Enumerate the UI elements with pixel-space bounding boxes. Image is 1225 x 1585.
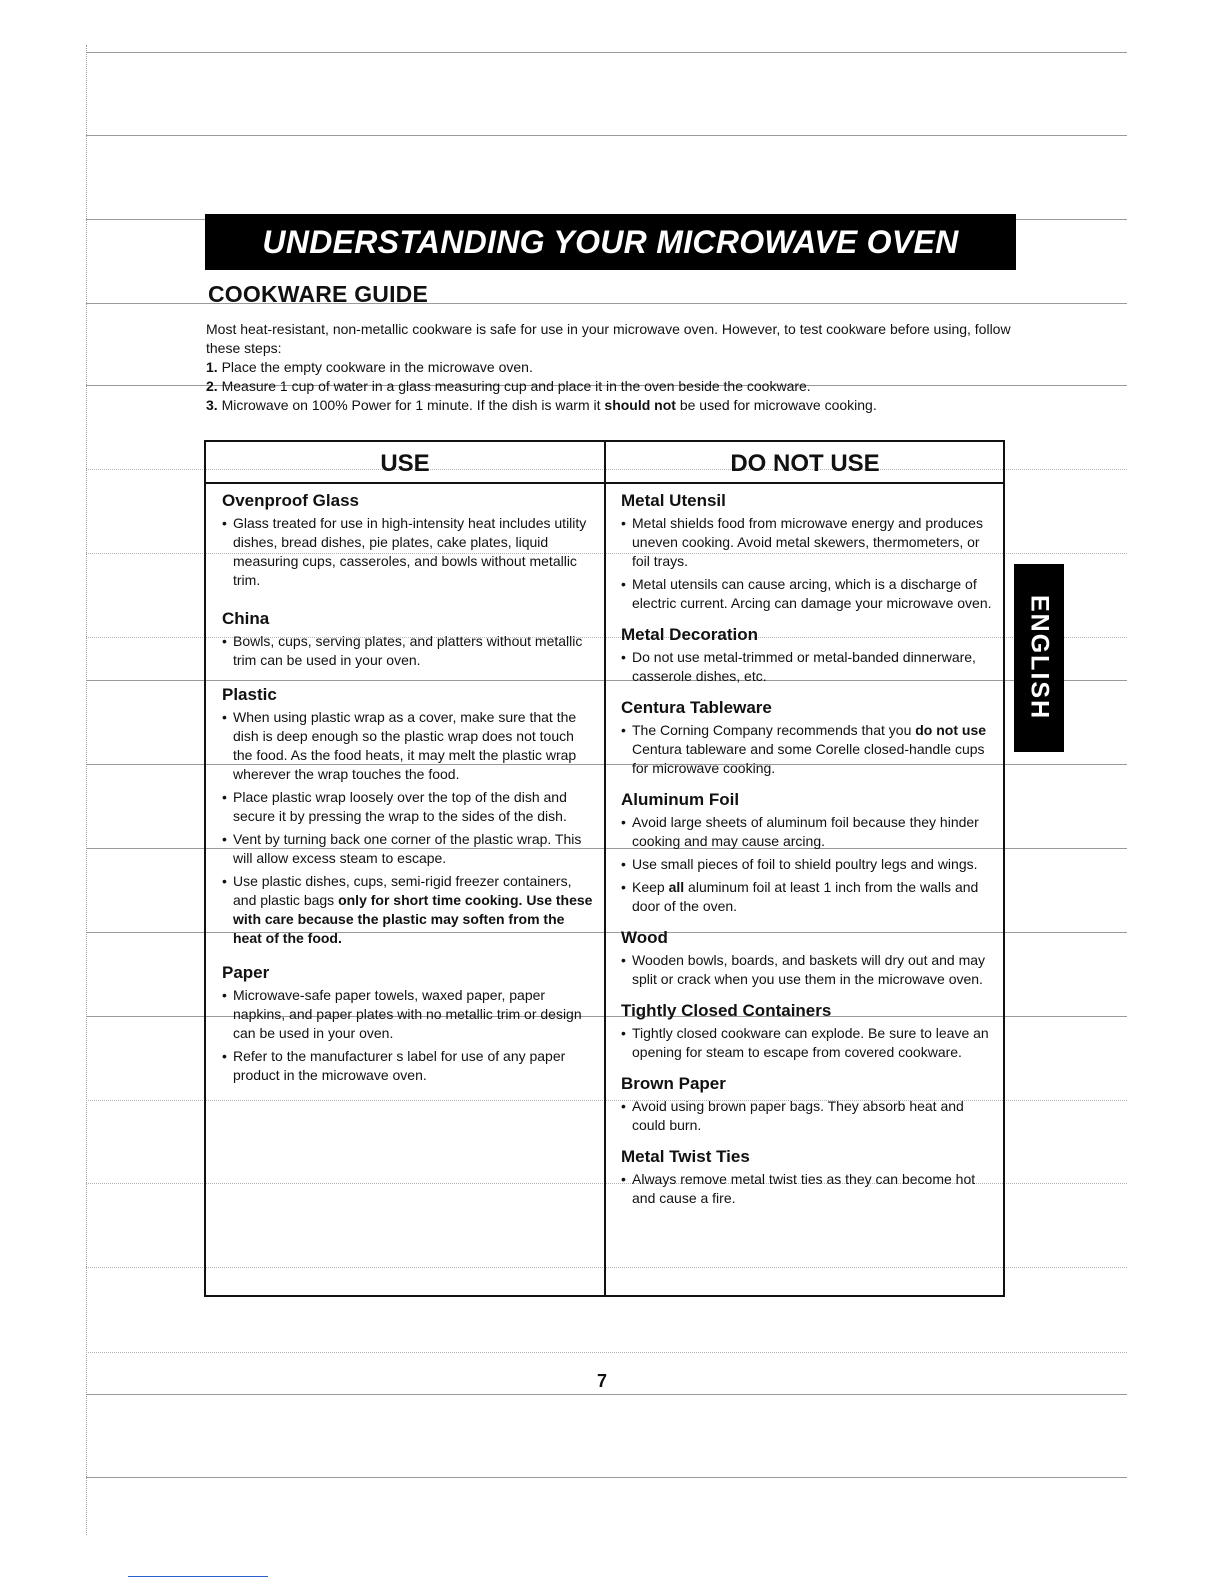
guide-item: [222, 608, 594, 670]
guide-item-title: Metal Decoration: [621, 625, 758, 644]
guide-item-title: Ovenproof Glass: [222, 491, 359, 510]
guide-item: [621, 1000, 993, 1062]
guide-bullet: • Avoid using brown paper bags. They absorb heat and could burn.: [621, 1097, 993, 1135]
guide-bullet: • When using plastic wrap as a cover, make sure that the dish is deep enough so the plastic wrap does not touch the food. As the food heats, it may melt the plastic wrap wherever the wrap touches the food.: [222, 708, 594, 784]
guide-item: [222, 490, 594, 590]
guide-item-title: Wood: [621, 928, 668, 947]
guide-item-title: Metal Twist Ties: [621, 1147, 750, 1166]
guide-item: [621, 1073, 993, 1135]
scan-rule: [86, 1477, 1127, 1478]
page-number: 7: [597, 1371, 608, 1391]
intro-step: 3. Microwave on 100% Power for 1 minute. If the dish is warm it should not be used for microwave cooking.: [206, 397, 877, 413]
guide-bullet: • Do not use metal-trimmed or metal-banded dinnerware, casserole dishes, etc.: [621, 648, 993, 686]
header-rule: [206, 482, 1003, 484]
guide-bullet: • Use small pieces of foil to shield poultry legs and wings.: [621, 855, 993, 874]
guide-bullet: • Always remove metal twist ties as they can become hot and cause a fire.: [621, 1170, 993, 1208]
guide-item-title: Brown Paper: [621, 1074, 726, 1093]
language-tab: [1014, 564, 1064, 752]
guide-item: [621, 927, 993, 989]
guide-bullet: • Avoid large sheets of aluminum foil because they hinder cooking and may cause arcing.: [621, 813, 993, 851]
guide-item-title: Tightly Closed Containers: [621, 1001, 832, 1020]
guide-bullet: • Refer to the manufacturer s label for use of any paper product in the microwave oven.: [222, 1047, 594, 1085]
guide-item: [222, 962, 594, 1085]
guide-item: [621, 697, 993, 778]
intro-step: 1. Place the empty cookware in the microwave oven.: [206, 359, 533, 375]
guide-bullet: • Wooden bowls, boards, and baskets will dry out and may split or crack when you use them in the microwave oven.: [621, 951, 993, 989]
guide-item: [621, 624, 993, 686]
guide-bullet: • The Corning Company recommends that you do not use Centura tableware and some Corelle closed-handle cups for microwave cooking.: [621, 721, 993, 778]
guide-bullet: • Use plastic dishes, cups, semi-rigid freezer containers, and plastic bags only for short time cooking. Use these with care because the plastic may soften from the heat of the food.: [222, 872, 594, 948]
intro-block: [206, 320, 1026, 415]
guide-bullet: • Glass treated for use in high-intensity heat includes utility dishes, bread dishes, pie plates, cake plates, liquid measuring cups, casseroles, and bowls without metallic trim.: [222, 514, 594, 590]
column-divider: [604, 442, 606, 1295]
intro-paragraph: Most heat-resistant, non-metallic cookware is safe for use in your microwave oven. However, to test cookware before using, follow these steps:: [206, 321, 1011, 356]
intro-step: 2. Measure 1 cup of water in a glass measuring cup and place it in the oven beside the cookware.: [206, 378, 811, 394]
guide-bullet: • Metal utensils can cause arcing, which is a discharge of electric current. Arcing can damage your microwave oven.: [621, 575, 993, 613]
scan-edge-line: [128, 1576, 268, 1577]
use-column: [222, 490, 594, 1096]
section-title: COOKWARE GUIDE: [208, 281, 429, 307]
guide-bullet: • Bowls, cups, serving plates, and platters without metallic trim can be used in your oven.: [222, 632, 594, 670]
guide-item: [621, 490, 993, 613]
scan-rule: [86, 52, 1127, 53]
scan-rule: [86, 1352, 1127, 1353]
guide-item-title: Paper: [222, 963, 270, 982]
guide-item-title: Aluminum Foil: [621, 790, 740, 809]
guide-bullet: • Keep all aluminum foil at least 1 inch from the walls and door of the oven.: [621, 878, 993, 916]
guide-bullet: • Place plastic wrap loosely over the top of the dish and secure it by pressing the wrap to the sides of the dish.: [222, 788, 594, 826]
language-tab-label: ENGLISH: [1025, 595, 1054, 721]
guide-bullet: • Metal shields food from microwave energy and produces uneven cooking. Avoid metal skewers, thermometers, or foil trays.: [621, 514, 993, 571]
guide-item-title: Metal Utensil: [621, 491, 726, 510]
use-column-header: USE: [380, 450, 430, 477]
guide-item: [621, 1146, 993, 1208]
scan-rule: [86, 135, 1127, 136]
do-not-use-column-header: DO NOT USE: [730, 450, 880, 477]
scan-margin-line: [86, 45, 87, 1535]
guide-item-title: China: [222, 609, 270, 628]
guide-bullet: • Vent by turning back one corner of the plastic wrap. This will allow excess steam to escape.: [222, 830, 594, 868]
guide-item-title: Centura Tableware: [621, 698, 772, 717]
guide-item-title: Plastic: [222, 685, 277, 704]
scan-rule: [86, 1394, 1127, 1395]
guide-item: [222, 684, 594, 948]
guide-item: [621, 789, 993, 916]
cookware-table: [204, 440, 1005, 1297]
page-banner: UNDERSTANDING YOUR MICROWAVE OVEN: [205, 214, 1016, 270]
guide-bullet: • Microwave-safe paper towels, waxed paper, paper napkins, and paper plates with no metallic trim or design can be used in your oven.: [222, 986, 594, 1043]
guide-bullet: • Tightly closed cookware can explode. Be sure to leave an opening for steam to escape from covered cookware.: [621, 1024, 993, 1062]
do-not-use-column: [621, 490, 993, 1219]
